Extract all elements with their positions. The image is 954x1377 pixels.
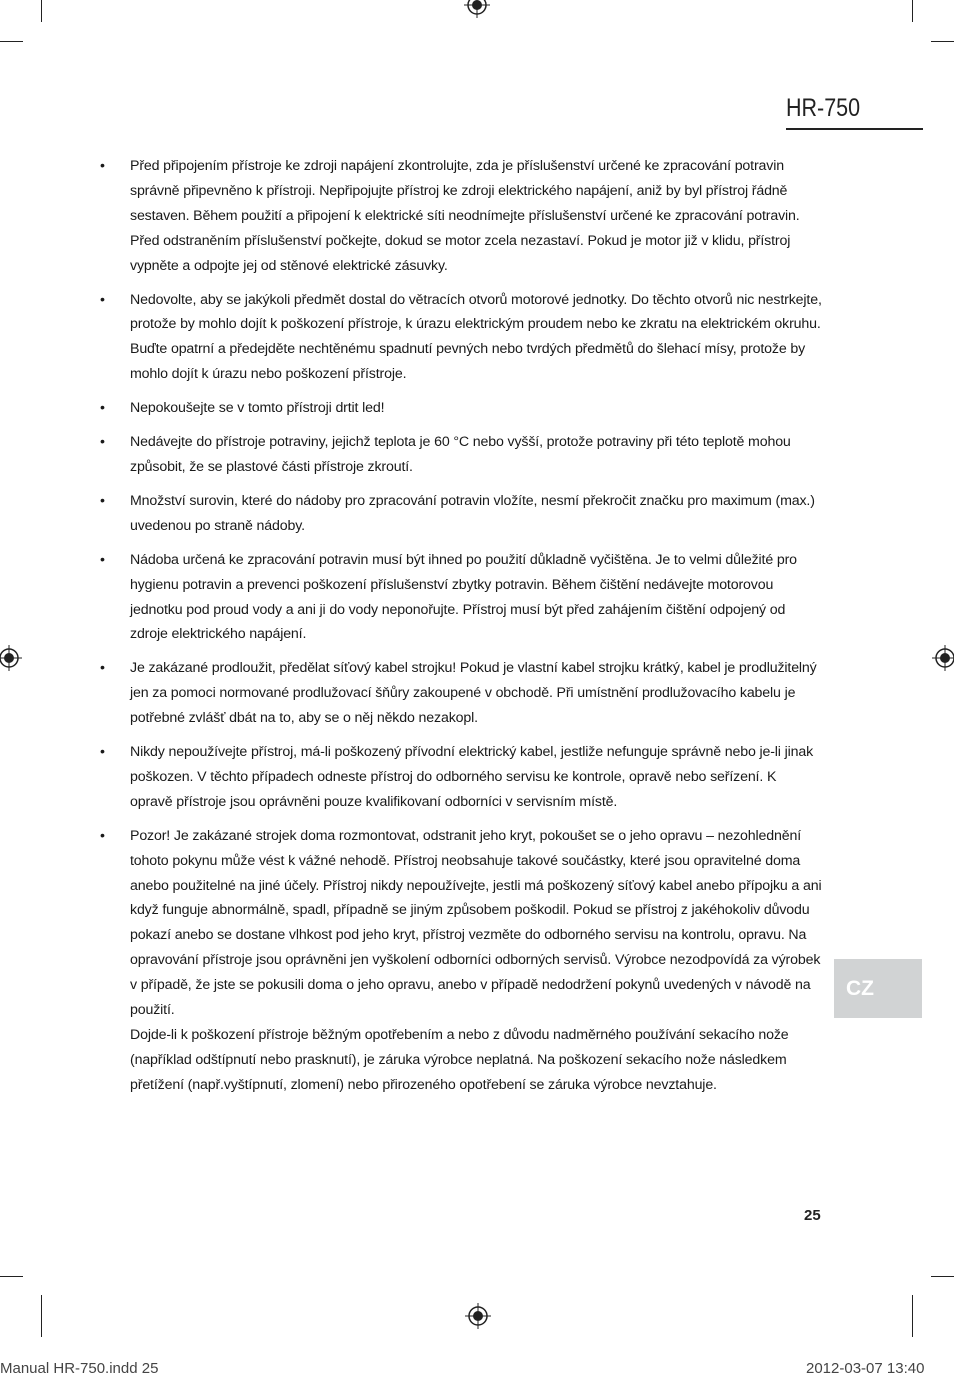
crop-mark <box>41 1295 42 1337</box>
item-text: Nádoba určená ke zpracování potravin musí být ihned po použití důkladně vyčištěna. Je to velmi důležité pro hygienu potravin a prevenci poškození příslušenství zbytky potravin. Během čištění nedávejte motorovou jednotku pod proud vody a ani ji do vody neponořujte. Přístroj musí být před zahájením čištění odpojený od zdroje elektrického napájení. <box>130 551 797 643</box>
item-text: Nedovolte, aby se jakýkoli předmět dostal do větracích otvorů motorové jednotky. Do těchto otvorů nic nestrkejte, protože by mohlo dojít k poškození přístroje, k úrazu elektrickým proudem nebo ke zkratu na elektrickém okruhu. Buďte opatrní a předejděte nechtěnému spadnutí pevných nebo tvrdých předmětů do šlehací mísy, protože by mohlo dojít k úrazu nebo poškození přístroje. <box>130 291 822 383</box>
item-text: Množství surovin, které do nádoby pro zpracování potravin vložíte, nesmí překročit značku pro maximum (max.) uvedenou po straně nádoby. <box>130 492 815 534</box>
list-item <box>100 824 822 1098</box>
bullet: • <box>100 291 105 308</box>
list-item <box>100 288 822 388</box>
item-text: Před připojením přístroje ke zdroji napájení zkontrolujte, zda je příslušenství určené ke zpracování potravin správně připevněno k přístroji. Nepřipojujte přístroj ke zdroji elektrického napájení, aniž by byl přístroj řádně sestaven. Během použití a připojení k elektrické síti neodnímejte příslušenství určené ke zpracování potravin. Před odstraněním příslušenství počkejte, dokud se motor zcela nezastaví. Pokud je motor již v klidu, přístroj vypněte a odpojte jej od stěnové elektrické zásuvky. <box>130 158 800 274</box>
item-text: Dojde-li k poškození přístroje běžným opotřebením a nebo z důvodu nadměrného používání sekacího nože (například odštípnutí nebo prasknutí), je záruka výrobce neplatná. Na poškození sekacího nože následkem přetížení (např.vyštípnutí, zlomení) nebo přirozeného opotřebení se záruka výrobce nevztahuje. <box>130 1027 789 1093</box>
list-item <box>100 656 822 731</box>
crop-mark <box>0 41 23 42</box>
language-tab: CZ <box>834 959 922 1018</box>
list-item <box>100 548 822 648</box>
bullet: • <box>100 492 105 509</box>
print-slug-file: Manual HR-750.indd 25 <box>0 1360 159 1377</box>
header-rule <box>786 128 923 130</box>
crop-mark <box>931 1276 954 1277</box>
crop-mark <box>41 0 42 22</box>
list-item <box>100 740 822 815</box>
registration-mark-icon <box>462 0 492 20</box>
list-item <box>100 396 822 421</box>
print-slug-date: 2012-03-07 13:40 <box>806 1360 925 1377</box>
item-text: Nedávejte do přístroje potraviny, jejichž teplota je 60 °C nebo vyšší, protože potraviny při této teplotě mohou způsobit, že se plastové části přístroje zkroutí. <box>130 434 791 475</box>
bullet: • <box>100 827 105 844</box>
bullet: • <box>100 434 105 451</box>
bullet: • <box>100 158 105 174</box>
bullet: • <box>100 551 105 568</box>
item-text: Pozor! Je zakázané strojek doma rozmontovat, odstranit jeho kryt, pokoušet se o jeho opravu – nezohlednění tohoto pokynu může vést k vážné nehodě. Přístroj neobsahuje takové součástky, které jsou opravitelné doma anebo použitelné na jiné účely. Přístroj nikdy nepoužívejte, jestli má poškozený síťový kabel anebo přípojku a ani když funguje abnormálně, spadl, případně se jiným způsobem poškodil. Pokud se přístroj z jakéhokoliv důvodu pokazí anebo se dostane vlhkost pod jeho kryt, přístroj vezměte do odborného servisu na kontrolu, opravu. Na opravování přístroje jsou oprávněni jen vyškolení odborníci odborných servisů. Výrobce nezodpovídá za výrobek v případě, že jste se pokusili doma o jeho opravu, anebo v případě nedodržení pokynů uvedených v návodě na použití. <box>130 827 822 1019</box>
registration-mark-icon <box>463 1301 493 1331</box>
crop-mark <box>912 0 913 22</box>
list-item <box>100 154 822 279</box>
item-text: Nikdy nepoužívejte přístroj, má-li poškozený přívodní elektrický kabel, jestliže nefunguje správně nebo je-li jinak poškozen. V těchto případech odneste přístroj do odborného servisu ke kontrole, opravě nebo seřízení. K opravě přístroje jsou oprávněni pouze kvalifikovaní odborníci v servisním místě. <box>130 744 814 810</box>
crop-mark <box>0 1276 23 1277</box>
registration-mark-icon <box>930 643 954 673</box>
bullet: • <box>100 744 105 761</box>
crop-mark <box>931 41 954 42</box>
safety-instructions-list <box>100 154 822 1107</box>
registration-mark-icon <box>0 643 24 673</box>
bullet: • <box>100 400 105 417</box>
list-item <box>100 489 822 539</box>
bullet: • <box>100 660 105 677</box>
list-item <box>100 430 822 480</box>
item-text: Je zakázané prodloužit, předělat síťový kabel strojku! Pokud je vlastní kabel strojku krátký, kabel je prodlužitelný jen za pomoci normované prodlužovací šňůry zakoupené v obchodě. Při umístnění prodlužovacího kabelu je potřebné zvlášť dbát na to, aby se o něj někdo nezakopl. <box>130 660 817 727</box>
model-title: HR-750 <box>786 94 861 122</box>
page-number: 25 <box>804 1207 821 1224</box>
item-text: Nepokoušejte se v tomto přístroji drtit led! <box>130 400 385 417</box>
crop-mark <box>912 1295 913 1337</box>
